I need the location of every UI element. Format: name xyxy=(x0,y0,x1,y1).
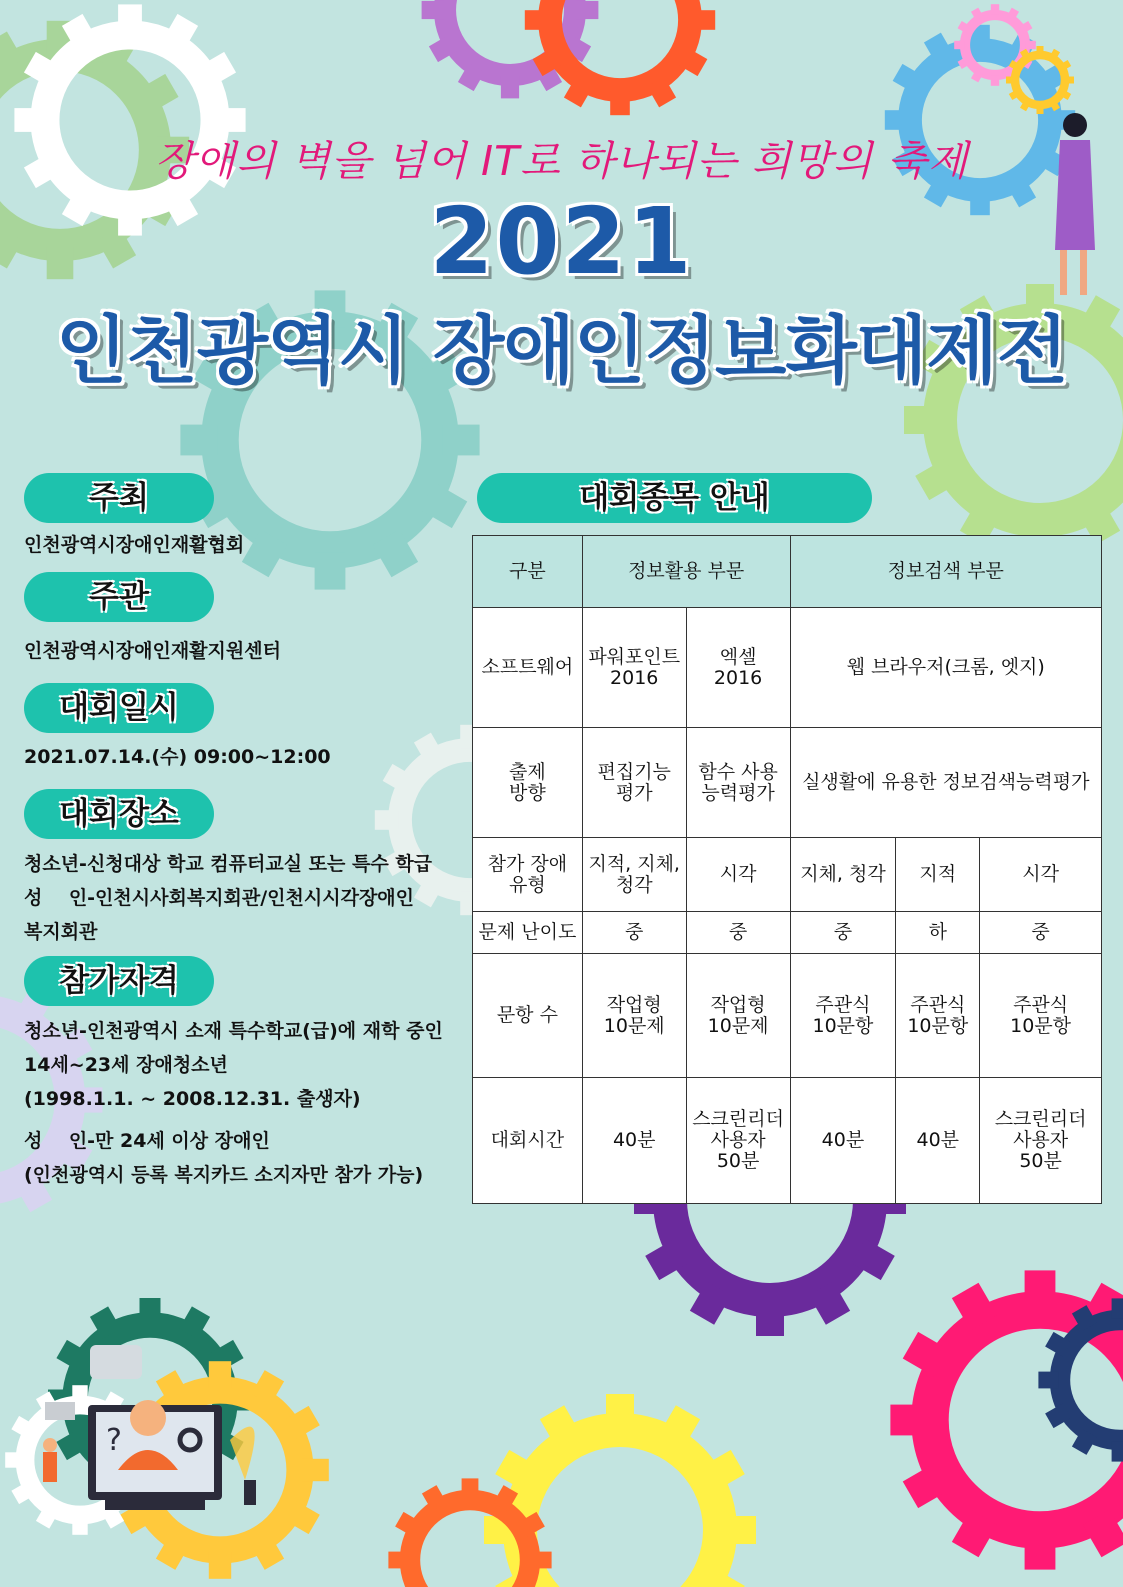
row-label: 대회시간 xyxy=(473,1078,583,1204)
events-table xyxy=(472,535,1102,1204)
header-info-search: 정보검색 부문 xyxy=(790,536,1101,608)
table-cell: 중 xyxy=(686,912,790,954)
venue-line: 청소년-신청대상 학교 컴퓨터교실 또는 특수 학급 xyxy=(24,853,433,875)
table-cell: 지적, 지체, 청각 xyxy=(582,838,686,912)
svg-text:?: ? xyxy=(106,1423,122,1458)
eligibility-line: 성 인-만 24세 이상 장애인 xyxy=(24,1130,270,1152)
table-cell: 지적 xyxy=(896,838,980,912)
table-cell: 함수 사용 능력평가 xyxy=(686,728,790,838)
table-row xyxy=(473,954,1102,1078)
eligibility-line: (인천광역시 등록 복지카드 소지자만 참가 가능) xyxy=(24,1164,424,1186)
table-cell: 편집기능 평가 xyxy=(582,728,686,838)
table-cell: 시각 xyxy=(980,838,1102,912)
gear-decoration xyxy=(525,0,715,115)
table-cell: 중 xyxy=(582,912,686,954)
header-category: 구분 xyxy=(473,536,583,608)
table-cell: 하 xyxy=(896,912,980,954)
row-label: 참가 장애 유형 xyxy=(473,838,583,912)
table-row xyxy=(473,838,1102,912)
table-cell: 스크린리더 사용자 50분 xyxy=(980,1078,1102,1204)
date-label: 대회일시 xyxy=(24,683,214,733)
table-cell: 엑셀 2016 xyxy=(686,608,790,728)
organizer-text: 인천광역시장애인재활지원센터 xyxy=(24,640,281,662)
table-cell: 주관식 10문항 xyxy=(790,954,896,1078)
table-row xyxy=(473,608,1102,728)
table-cell: 40분 xyxy=(582,1078,686,1204)
table-cell: 중 xyxy=(790,912,896,954)
table-row xyxy=(473,536,1102,608)
table-cell: 주관식 10문항 xyxy=(896,954,980,1078)
table-cell: 작업형 10문제 xyxy=(582,954,686,1078)
table-cell: 시각 xyxy=(686,838,790,912)
venue-line: 복지회관 xyxy=(24,921,98,943)
table-cell: 중 xyxy=(980,912,1102,954)
host-text: 인천광역시장애인재활협회 xyxy=(24,534,245,556)
table-row xyxy=(473,1078,1102,1204)
tagline: 장애의 벽을 넘어 IT로 하나되는 희망의 축제 xyxy=(154,137,969,185)
table-cell: 지체, 청각 xyxy=(790,838,896,912)
table-cell: 주관식 10문항 xyxy=(980,954,1102,1078)
page-title: 인천광역시 장애인정보화대제전 xyxy=(55,308,1068,394)
table-cell: 파워포인트 2016 xyxy=(582,608,686,728)
date-text: 2021.07.14.(수) 09:00~12:00 xyxy=(24,746,331,768)
table-cell: 실생활에 유용한 정보검색능력평가 xyxy=(790,728,1101,838)
row-label: 소프트웨어 xyxy=(473,608,583,728)
venue-line: 성 인-인천시사회복지회관/인천시시각장애인 xyxy=(24,887,415,909)
table-cell: 40분 xyxy=(896,1078,980,1204)
table-row xyxy=(473,912,1102,954)
host-label: 주최 xyxy=(24,473,214,523)
row-label: 출제 방향 xyxy=(473,728,583,838)
table-cell: 웹 브라우저(크롬, 엣지) xyxy=(790,608,1101,728)
venue-text xyxy=(24,847,432,949)
table-row xyxy=(473,728,1102,838)
eligibility-line: (1998.1.1. ~ 2008.12.31. 출생자) xyxy=(24,1088,361,1110)
title-year: 2021 xyxy=(429,188,694,295)
eligibility-text xyxy=(24,1014,443,1192)
eligibility-label: 참가자격 xyxy=(24,956,214,1006)
row-label: 문항 수 xyxy=(473,954,583,1078)
table-cell: 작업형 10문제 xyxy=(686,954,790,1078)
organizer-label: 주관 xyxy=(24,572,214,622)
venue-label: 대회장소 xyxy=(24,789,214,839)
header-info-use: 정보활용 부문 xyxy=(582,536,790,608)
eligibility-line: 14세~23세 장애청소년 xyxy=(24,1054,228,1076)
eligibility-line: 청소년-인천광역시 소재 특수학교(급)에 재학 중인 xyxy=(24,1020,443,1042)
row-label: 문제 난이도 xyxy=(473,912,583,954)
table-cell: 스크린리더 사용자 50분 xyxy=(686,1078,790,1204)
events-heading: 대회종목 안내 xyxy=(477,473,872,523)
table-cell: 40분 xyxy=(790,1078,896,1204)
